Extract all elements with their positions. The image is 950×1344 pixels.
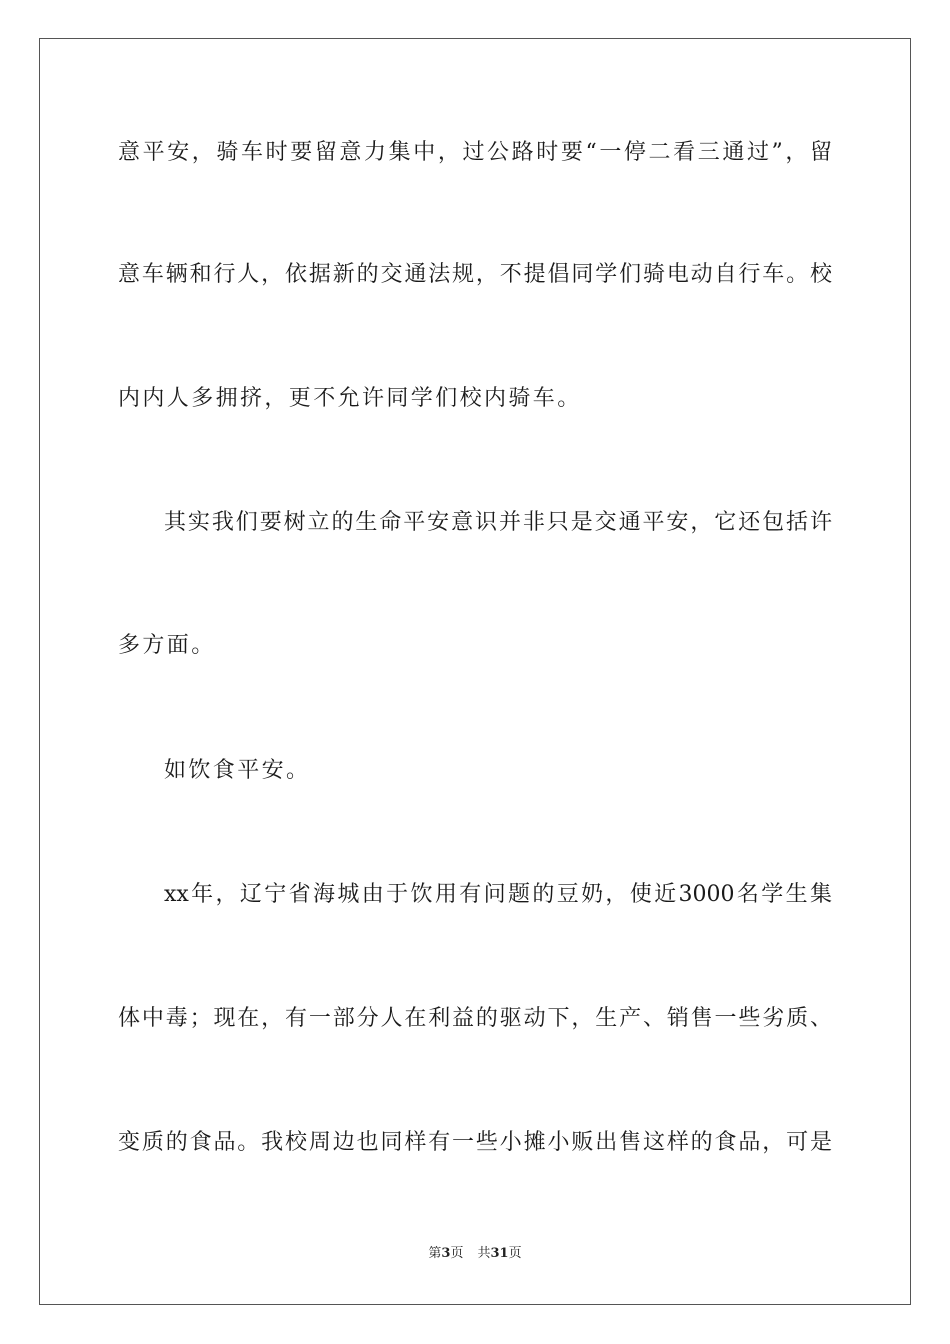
body-text-line-9: 变质的食品。我校周边也同样有一些小摊小贩出售这样的食品，可是: [118, 1130, 832, 1155]
page-footer: [0, 1245, 950, 1263]
body-text-line-8: 体中毒；现在，有一部分人在利益的驱动下，生产、销售一些劣质、: [118, 1006, 832, 1031]
body-text-line-3: 内内人多拥挤，更不允许同学们校内骑车。: [118, 386, 582, 411]
page-border: [39, 38, 911, 1305]
body-text-line-6: 如饮食平安。: [164, 758, 311, 783]
body-text-line-4: 其实我们要树立的生命平安意识并非只是交通平安，它还包括许: [164, 510, 832, 535]
footer-page-number: 3: [441, 1246, 451, 1261]
footer-total-prefix: 共: [477, 1246, 491, 1261]
footer-total-pages: 31: [490, 1246, 509, 1261]
body-text-line-5: 多方面。: [118, 633, 216, 658]
body-text-line-7: xx年，辽宁省海城由于饮用有问题的豆奶，使近3000名学生集: [164, 882, 832, 907]
body-text-line-2: 意车辆和行人，依据新的交通法规，不提倡同学们骑电动自行车。校: [118, 262, 832, 287]
footer-page-prefix: 第: [428, 1246, 442, 1261]
footer-total-suffix: 页: [508, 1246, 522, 1261]
footer-page-suffix: 页: [450, 1246, 464, 1261]
body-text-line-1: 意平安，骑车时要留意力集中，过公路时要“一停二看三通过”，留: [118, 140, 832, 165]
